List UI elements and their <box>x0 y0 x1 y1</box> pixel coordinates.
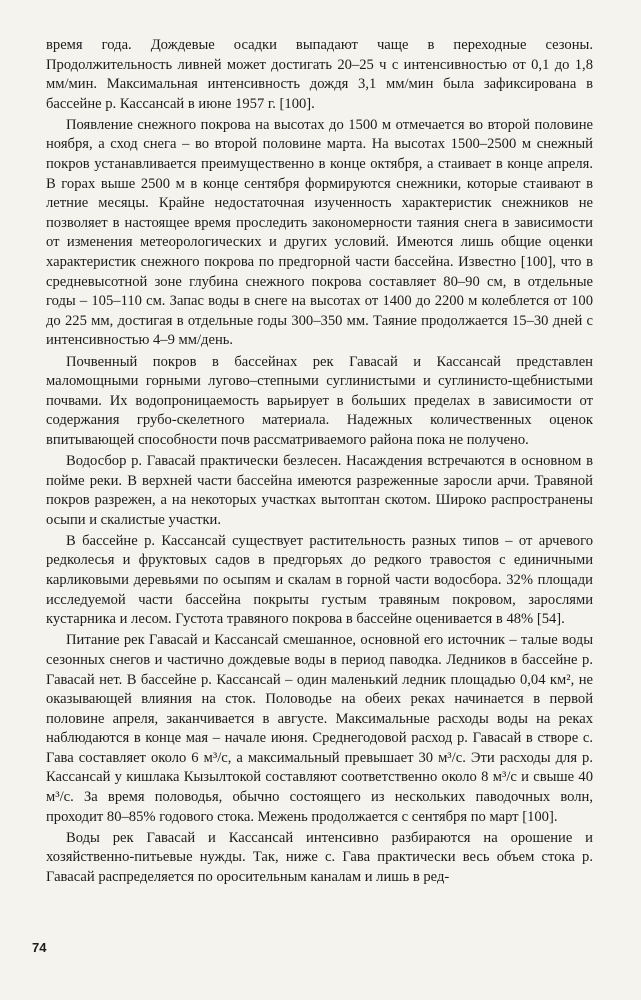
paragraph-snow-cover: Появление снежного покрова на высотах до 1500 м отмечается во второй половине ноября, а сход снега – во второй половине марта. На высотах 1500–2500 м снежный покров устанавливается преимущественно в конце октября, а стаивает в конце апреля. В горах выше 2500 м в конце сентября формируются снежники, которые стаивают в летние месяцы. Крайне недостаточная изученность характеристик снежников не позволяет в настоящее время проследить закономерности таяния снега в зависимости от изменения метеорологических и других условий. Имеются лишь общие оценки характеристик снежного покрова по предгорной части бассейна. Известно [100], что в средневысотной зоне глубина снежного покрова составляет 80–90 см, в отдельные годы – 105–110 см. Запас воды в снеге на высотах от 1400 до 2200 м колеблется от 100 до 225 мм, достигая в отдельные годы 300–350 мм. Таяние продолжается 15–30 дней с интенсивностью 4–9 мм/день. <box>46 116 593 349</box>
page-body <box>46 36 593 889</box>
paragraph-kassansai-vegetation: В бассейне р. Кассансай существует растительность разных типов – от арчевого редколесья и фруктовых садов в предгорьях до редкого травостоя с единичными карликовыми деревьями по осыпям и скалам в горной части водосбора. 32% площади исследуемой части бассейна покрыты густым травяным покровом, зарослями кустарника и лесом. Густота травяного покрова в бассейне оценивается в 48% [54]. <box>46 532 593 628</box>
paragraph-gavasai-vegetation: Водосбор р. Гавасай практически безлесен. Насаждения встречаются в основном в пойме реки. В верхней части бассейна имеются разреженные заросли арчи. Травяной покров разрежен, а на некоторых участках вытоптан скотом. Широко распространены осыпи и скалистые участки. <box>46 452 593 528</box>
page-number: 74 <box>32 940 47 955</box>
paragraph-soil-cover: Почвенный покров в бассейнах рек Гавасай и Кассансай представлен маломощными горными лугово–степными суглинистыми и суглинисто-щебнистыми почвами. Их водопроницаемость варьирует в больших пределах в зависимости от содержания грубо-скелетного материала. Надежных количественных оценок впитывающей способности почв рассматриваемого района пока не получено. <box>46 353 593 448</box>
paragraph-water-use: Воды рек Гавасай и Кассансай интенсивно разбираются на орошение и хозяйственно-питьевые нужды. Так, ниже с. Гава практически весь объем стока р. Гавасай распределяется по оросительным каналам и лишь в ред- <box>46 829 593 885</box>
paragraph-river-feeding: Питание рек Гавасай и Кассансай смешанное, основной его источник – талые воды сезонных снегов и частично дождевые воды в период паводка. Ледников в бассейне р. Гавасай нет. В бассейне р. Кассансай – один маленький ледник площадью 0,04 км², не оказывающей влияния на сток. Половодье на обеих реках начинается в первой половине апреля, заканчивается в августе. Максимальные расходы воды на реках наблюдаются в конце мая – начале июня. Среднегодовой расход р. Гавасай в створе с. Гава составляет около 6 м³/с, а максимальный превышает 30 м³/с. Эти расходы для р. Кассансай у кишлака Кызылтокой составляют соответственно около 8 м³/с и свыше 40 м³/с. За время половодья, обычно состоящего из нескольких паводочных волн, проходит 80–85% годового стока. Межень продолжается с сентября по март [100]. <box>46 632 593 825</box>
paragraph-precipitation: время года. Дождевые осадки выпадают чаще в переходные сезоны. Продолжительность ливней может достигать 20–25 ч с интенсивностью от 0,1 до 1,8 мм/мин. Максимальная интенсивность дождя 3,1 мм/мин была зафиксирована в бассейне р. Кассансай в июне 1957 г. [100]. <box>46 37 593 112</box>
